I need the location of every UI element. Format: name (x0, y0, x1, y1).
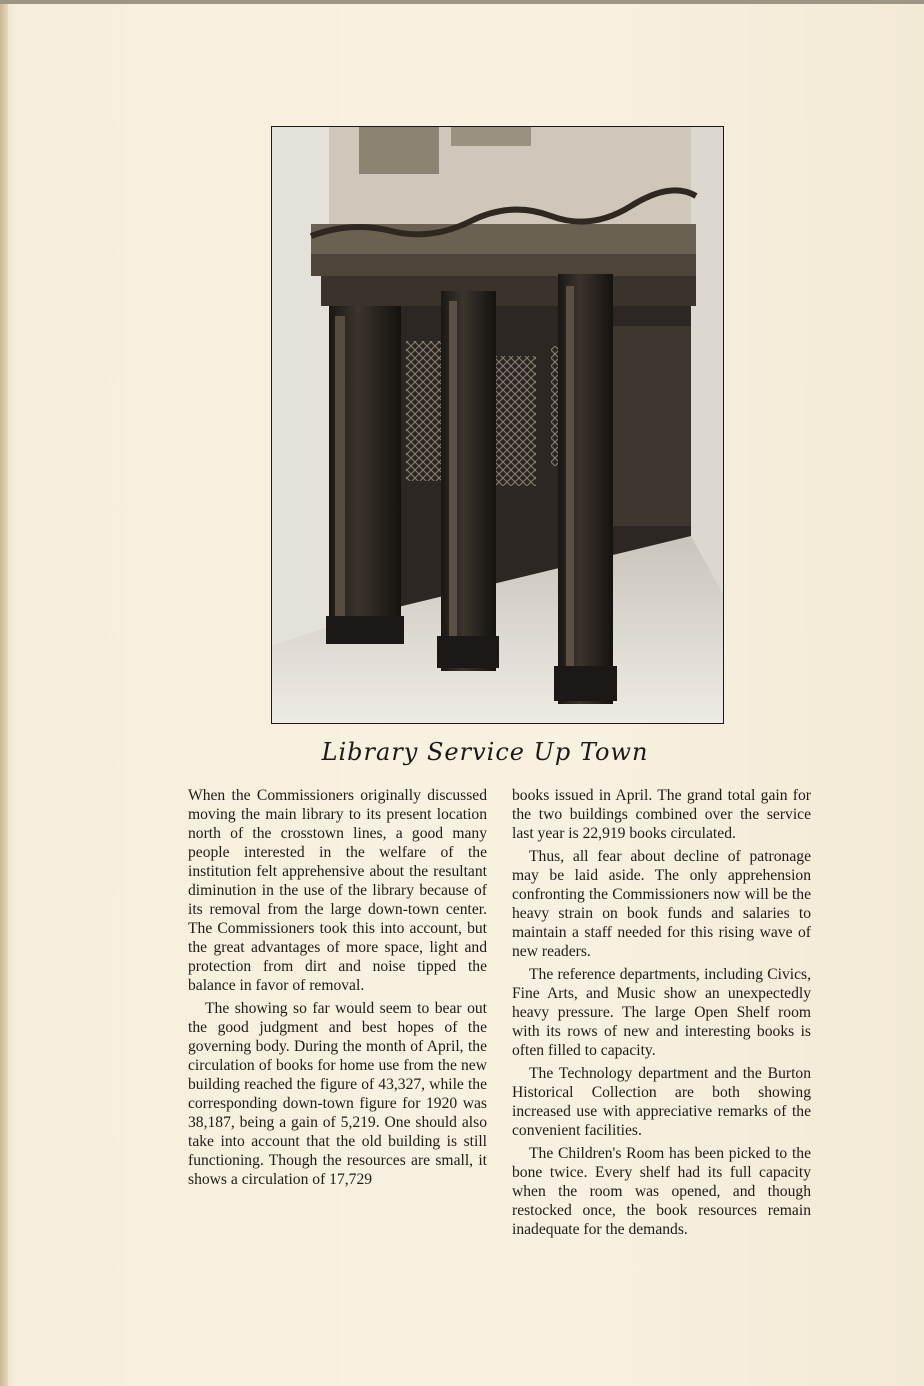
article-paragraph: books issued in April. The grand total gain for the two buildings combined over the service last year is 22,919 books circulated. (512, 787, 811, 842)
page-top-edge (0, 0, 924, 4)
library-columns-photograph (271, 126, 724, 724)
page-edge (0, 0, 8, 1386)
article-paragraph: When the Commissioners originally discussed moving the main library to its present location north of the crosstown lines, a good many people interested in the welfare of the institution felt apprehensive about the resultant diminution in the use of the library because of its removal from the large down-town center. The Commissioners took this into account, but the great advantages of more space, light and protection from dirt and noise tipped the balance in favor of removal. (188, 787, 487, 994)
article-paragraph: Thus, all fear about decline of patronage may be laid aside. The only apprehension confronting the Commissioners now will be the heavy strain on book funds and salaries to maintain a staff needed for this rising wave of new readers. (512, 848, 811, 960)
article-paragraph: The showing so far would seem to bear out the good judgment and best hopes of the governing body. During the month of April, the circulation of books for home use from the new building reached the figure of 43,327, while the corresponding down-town figure for 1920 was 38,187, being a gain of 5,219. One should also take into account that the old building is still functioning. Though the resources are small, it shows a circulation of 17,729 (188, 1000, 487, 1188)
article-paragraph: The Children's Room has been picked to the bone twice. Every shelf had its full capacity when the room was opened, and though restocked once, the book resources remain inadequate for the demands. (512, 1145, 811, 1238)
article-paragraph: The Technology department and the Burton Historical Collection are both showing increased use with appreciative remarks of the convenient facilities. (512, 1065, 811, 1139)
article-right-column (512, 786, 811, 1243)
article-paragraph: The reference departments, including Civics, Fine Arts, and Music show an unexpectedly heavy pressure. The large Open Shelf room with its rows of new and interesting books is often filled to capacity. (512, 966, 811, 1059)
article-title: Library Service Up Town (321, 738, 649, 766)
article-left-column (188, 786, 487, 1193)
